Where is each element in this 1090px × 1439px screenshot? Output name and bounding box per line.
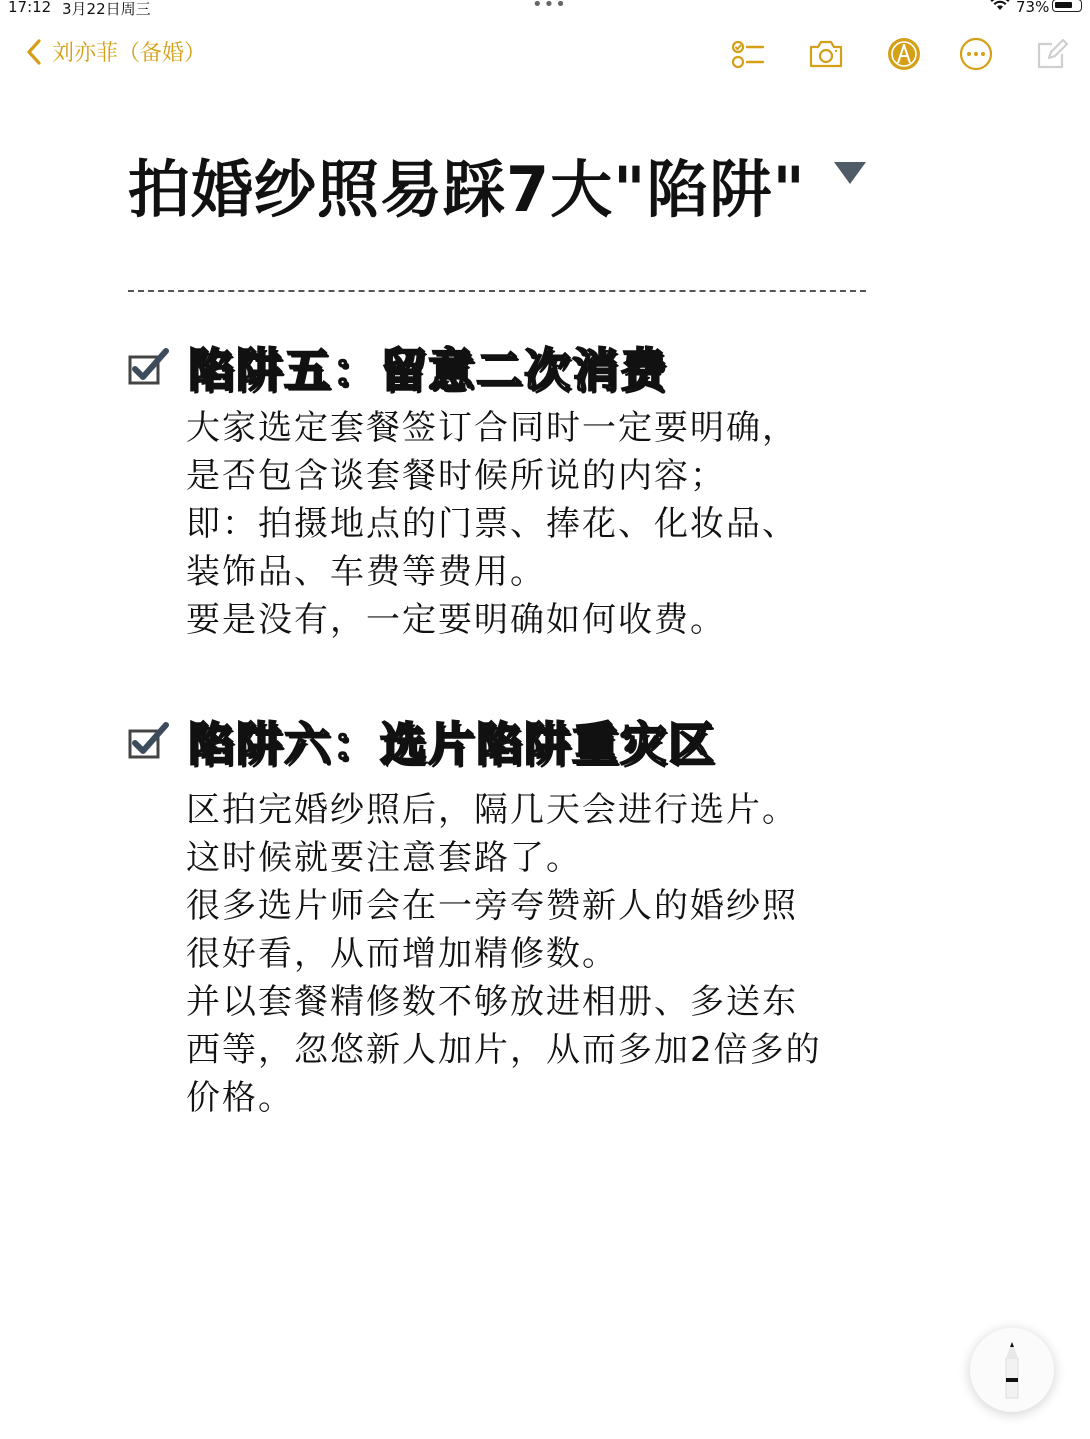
body-line: 很好看，从而增加精修数。 [186, 934, 618, 974]
section-body-1 [186, 404, 798, 644]
battery-icon [1052, 0, 1082, 12]
status-time: 17:12 [8, 0, 52, 16]
triangle-down-icon[interactable] [832, 160, 868, 186]
wifi-icon [990, 0, 1010, 11]
camera-button[interactable] [806, 34, 846, 74]
compose-button[interactable] [1032, 34, 1072, 74]
section-heading-2 [128, 708, 716, 774]
back-button[interactable] [24, 36, 206, 67]
body-line: 这时候就要注意套路了。 [186, 838, 582, 878]
markup-button[interactable] [884, 34, 924, 74]
more-button[interactable] [956, 34, 996, 74]
note-title[interactable]: 拍婚纱照易踩7大"陷阱" [128, 153, 806, 226]
checkbox-checked-icon[interactable] [128, 347, 170, 387]
back-button-label: 刘亦菲（备婚） [52, 41, 207, 66]
body-line: 很多选片师会在一旁夸赞新人的婚纱照 [186, 886, 798, 926]
dashed-divider [128, 290, 866, 292]
checkbox-checked-icon[interactable] [128, 721, 170, 761]
body-line: 即：拍摄地点的门票、捧花、化妆品、 [186, 504, 798, 544]
camera-icon [806, 34, 846, 74]
body-line: 要是没有，一定要明确如何收费。 [186, 600, 726, 640]
checklist-icon [728, 34, 768, 74]
status-bar [0, 0, 1090, 18]
body-line: 价格。 [186, 1078, 294, 1118]
body-line: 是否包含谈套餐时候所说的内容； [186, 456, 726, 496]
section-body-2 [186, 786, 822, 1122]
checklist-button[interactable] [728, 34, 768, 74]
body-line: 区拍完婚纱照后，隔几天会进行选片。 [186, 790, 798, 830]
body-line: 西等，忽悠新人加片，从而多加2倍多的 [186, 1030, 822, 1070]
compose-icon [1032, 34, 1072, 74]
pencil-tool-button[interactable] [970, 1328, 1054, 1412]
section-heading-1 [128, 334, 668, 400]
markup-icon [884, 34, 924, 74]
notes-toolbar [0, 28, 1090, 78]
section-heading-text: 陷阱六：选片陷阱重灾区 [188, 717, 716, 771]
section-heading-text: 陷阱五：留意二次消费 [188, 343, 668, 397]
pencil-icon [970, 1328, 1054, 1412]
more-icon [956, 34, 996, 74]
body-line: 装饰品、车费等费用。 [186, 552, 546, 592]
battery-percent: 73% [1016, 0, 1050, 16]
body-line: 大家选定套餐签订合同时一定要明确， [186, 408, 798, 448]
multitasking-dots-icon[interactable]: ••• [532, 0, 567, 15]
status-date: 3月22日周三 [62, 0, 151, 18]
chevron-left-icon [24, 38, 44, 66]
body-line: 并以套餐精修数不够放进相册、多送东 [186, 982, 798, 1022]
